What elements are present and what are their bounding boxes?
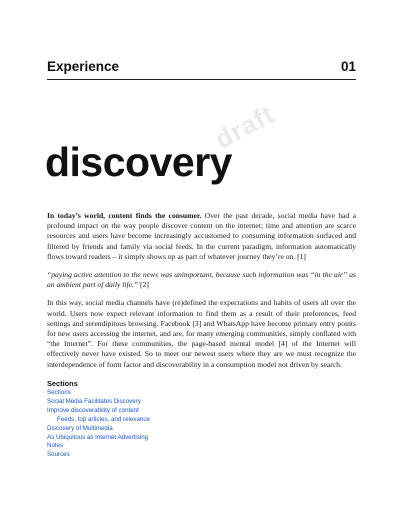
- page-title: discovery: [45, 139, 232, 185]
- toc-link-notes[interactable]: Notes: [47, 442, 64, 450]
- intro-lead: In today’s world, content finds the consumer.: [47, 211, 202, 220]
- social-media-paragraph: In this way, social media channels have (re)defined the expectations and habits of users all over the world. Users now expect relevant information to find them as a result of their preferences, feed settings and serendipitous browsing. Facebook [3] and WhatsApp have become primary entry points for new users accessing the internet, and are, for many emerging communities, simply conflated with “the Internet”. For these communities, the page-based mental model [4] of the Internet will effectively never have existed. So to meet our newest users where they are we must recognize the interdependence of form factor and discoverability in a consumption model not driven by search.: [47, 298, 356, 369]
- body-text: [47, 211, 356, 378]
- chapter-label: Experience: [47, 59, 120, 74]
- draft-watermark: draft: [210, 98, 280, 155]
- intro-paragraph: [47, 211, 356, 262]
- intro-rest: Over the past decade, social media have had a profound impact on the way people discover content on the internet; time and attention are scarce resources and users have become increasingly accustomed to consuming information surfaced and filtered by friends and family via social feeds. In the current paradigm, information automatically flows toward readers – it simply shows up as part of whatever journey they’re on. [1]: [47, 211, 357, 261]
- header-rule: [47, 79, 356, 80]
- chapter-number: 01: [340, 59, 356, 74]
- toc-link-feeds[interactable]: Feeds, top articles, and relevance: [57, 415, 150, 423]
- quote-reference: [2]: [138, 280, 149, 290]
- toc-link-social-media[interactable]: Social Media Facilitates Discovery: [47, 397, 141, 405]
- toc-link-sources[interactable]: Sources: [47, 451, 70, 459]
- toc-link-sections[interactable]: Sections: [47, 389, 71, 396]
- sections-list: [47, 389, 356, 460]
- sections-toc: [47, 379, 356, 460]
- toc-link-advertising[interactable]: As Ubiquitous as Internet Advertising: [47, 433, 149, 441]
- quote-text: “paying active attention to the news was unimportant, because such information was “in the air” as an ambient part of daily life.”: [47, 270, 356, 290]
- quote-paragraph: [47, 270, 356, 290]
- toc-link-multimedia[interactable]: Discovery of Multimedia: [47, 424, 113, 432]
- chapter-header: [47, 59, 356, 77]
- toc-link-improve-discoverability[interactable]: Improve discoverability of content: [47, 406, 139, 414]
- sections-heading: Sections: [47, 379, 78, 388]
